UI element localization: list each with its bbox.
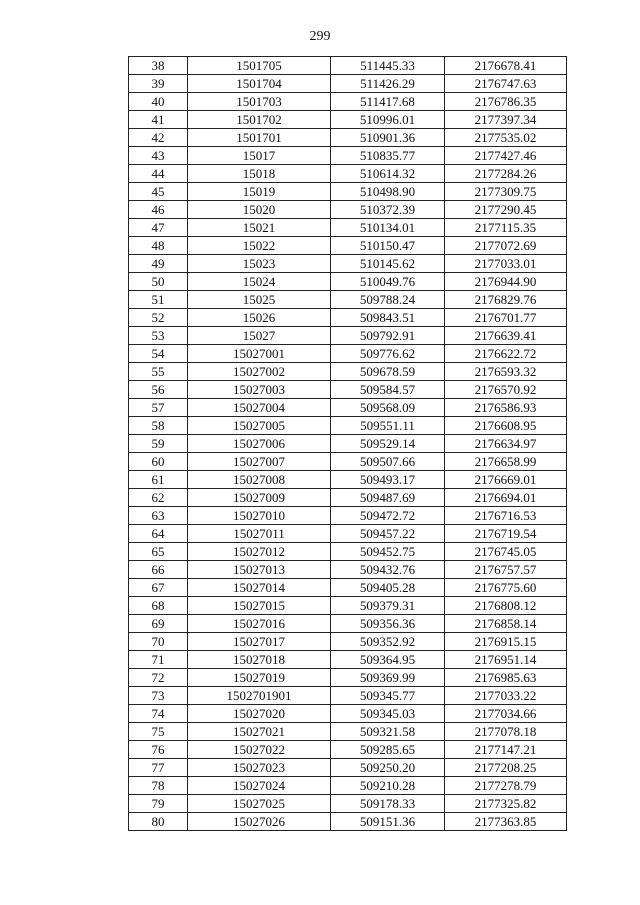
y-coordinate-cell: 2176639.41 <box>445 327 567 345</box>
point-number-cell: 64 <box>129 525 188 543</box>
y-coordinate-cell: 2177208.25 <box>445 759 567 777</box>
table-row <box>129 219 567 237</box>
point-id-cell: 15017 <box>188 147 331 165</box>
x-coordinate-cell: 510835.77 <box>331 147 445 165</box>
point-number-cell: 77 <box>129 759 188 777</box>
y-coordinate-cell: 2176678.41 <box>445 57 567 75</box>
x-coordinate-cell: 509345.03 <box>331 705 445 723</box>
point-id-cell: 1501704 <box>188 75 331 93</box>
y-coordinate-cell: 2176694.01 <box>445 489 567 507</box>
x-coordinate-cell: 509356.36 <box>331 615 445 633</box>
point-id-cell: 15027017 <box>188 633 331 651</box>
y-coordinate-cell: 2176634.97 <box>445 435 567 453</box>
x-coordinate-cell: 509379.31 <box>331 597 445 615</box>
x-coordinate-cell: 509250.20 <box>331 759 445 777</box>
point-number-cell: 52 <box>129 309 188 327</box>
point-number-cell: 47 <box>129 219 188 237</box>
table-row <box>129 669 567 687</box>
point-id-cell: 15027009 <box>188 489 331 507</box>
y-coordinate-cell: 2177535.02 <box>445 129 567 147</box>
point-id-cell: 15024 <box>188 273 331 291</box>
table-row <box>129 183 567 201</box>
point-number-cell: 50 <box>129 273 188 291</box>
y-coordinate-cell: 2177397.34 <box>445 111 567 129</box>
x-coordinate-cell: 509529.14 <box>331 435 445 453</box>
y-coordinate-cell: 2177278.79 <box>445 777 567 795</box>
point-id-cell: 15027019 <box>188 669 331 687</box>
y-coordinate-cell: 2176829.76 <box>445 291 567 309</box>
y-coordinate-cell: 2176944.90 <box>445 273 567 291</box>
point-number-cell: 65 <box>129 543 188 561</box>
point-number-cell: 79 <box>129 795 188 813</box>
table-row <box>129 723 567 741</box>
point-id-cell: 15027024 <box>188 777 331 795</box>
x-coordinate-cell: 509452.75 <box>331 543 445 561</box>
table-row <box>129 543 567 561</box>
point-id-cell: 15023 <box>188 255 331 273</box>
table-row <box>129 381 567 399</box>
y-coordinate-cell: 2176701.77 <box>445 309 567 327</box>
table-row <box>129 651 567 669</box>
point-number-cell: 72 <box>129 669 188 687</box>
table-row <box>129 147 567 165</box>
table-row <box>129 507 567 525</box>
point-number-cell: 51 <box>129 291 188 309</box>
point-number-cell: 43 <box>129 147 188 165</box>
point-number-cell: 42 <box>129 129 188 147</box>
table-row <box>129 129 567 147</box>
table-row <box>129 111 567 129</box>
point-id-cell: 15027012 <box>188 543 331 561</box>
x-coordinate-cell: 510614.32 <box>331 165 445 183</box>
point-id-cell: 15027005 <box>188 417 331 435</box>
table-row <box>129 399 567 417</box>
point-number-cell: 38 <box>129 57 188 75</box>
point-number-cell: 57 <box>129 399 188 417</box>
table-row <box>129 291 567 309</box>
point-number-cell: 67 <box>129 579 188 597</box>
y-coordinate-cell: 2176622.72 <box>445 345 567 363</box>
x-coordinate-cell: 509493.17 <box>331 471 445 489</box>
x-coordinate-cell: 510901.36 <box>331 129 445 147</box>
table-row <box>129 273 567 291</box>
x-coordinate-cell: 509843.51 <box>331 309 445 327</box>
point-id-cell: 15027010 <box>188 507 331 525</box>
x-coordinate-cell: 509678.59 <box>331 363 445 381</box>
table-row <box>129 93 567 111</box>
point-id-cell: 15027003 <box>188 381 331 399</box>
table-row <box>129 309 567 327</box>
x-coordinate-cell: 509178.33 <box>331 795 445 813</box>
point-number-cell: 66 <box>129 561 188 579</box>
table-row <box>129 57 567 75</box>
table-row <box>129 525 567 543</box>
x-coordinate-cell: 509405.28 <box>331 579 445 597</box>
point-id-cell: 15027023 <box>188 759 331 777</box>
x-coordinate-cell: 510049.76 <box>331 273 445 291</box>
point-number-cell: 39 <box>129 75 188 93</box>
table-row <box>129 201 567 219</box>
x-coordinate-cell: 509507.66 <box>331 453 445 471</box>
table-row <box>129 255 567 273</box>
point-id-cell: 15027014 <box>188 579 331 597</box>
point-number-cell: 55 <box>129 363 188 381</box>
point-id-cell: 15021 <box>188 219 331 237</box>
point-number-cell: 75 <box>129 723 188 741</box>
point-number-cell: 40 <box>129 93 188 111</box>
x-coordinate-cell: 509369.99 <box>331 669 445 687</box>
y-coordinate-cell: 2177115.35 <box>445 219 567 237</box>
y-coordinate-cell: 2176570.92 <box>445 381 567 399</box>
y-coordinate-cell: 2177325.82 <box>445 795 567 813</box>
point-id-cell: 15027001 <box>188 345 331 363</box>
y-coordinate-cell: 2176951.14 <box>445 651 567 669</box>
table-row <box>129 795 567 813</box>
table-row <box>129 435 567 453</box>
y-coordinate-cell: 2176745.05 <box>445 543 567 561</box>
x-coordinate-cell: 510996.01 <box>331 111 445 129</box>
y-coordinate-cell: 2177290.45 <box>445 201 567 219</box>
point-number-cell: 41 <box>129 111 188 129</box>
point-number-cell: 45 <box>129 183 188 201</box>
point-number-cell: 71 <box>129 651 188 669</box>
y-coordinate-cell: 2177072.69 <box>445 237 567 255</box>
table-row <box>129 813 567 831</box>
point-number-cell: 54 <box>129 345 188 363</box>
x-coordinate-cell: 509776.62 <box>331 345 445 363</box>
point-id-cell: 15027004 <box>188 399 331 417</box>
point-id-cell: 15018 <box>188 165 331 183</box>
table-row <box>129 453 567 471</box>
point-number-cell: 46 <box>129 201 188 219</box>
table-row <box>129 615 567 633</box>
point-number-cell: 56 <box>129 381 188 399</box>
x-coordinate-cell: 509345.77 <box>331 687 445 705</box>
x-coordinate-cell: 509792.91 <box>331 327 445 345</box>
point-number-cell: 49 <box>129 255 188 273</box>
y-coordinate-cell: 2176757.57 <box>445 561 567 579</box>
table-row <box>129 417 567 435</box>
page-number: 299 <box>309 29 331 44</box>
point-id-cell: 15022 <box>188 237 331 255</box>
point-id-cell: 15027025 <box>188 795 331 813</box>
point-id-cell: 15027016 <box>188 615 331 633</box>
y-coordinate-cell: 2176586.93 <box>445 399 567 417</box>
y-coordinate-cell: 2176719.54 <box>445 525 567 543</box>
x-coordinate-cell: 509432.76 <box>331 561 445 579</box>
y-coordinate-cell: 2176985.63 <box>445 669 567 687</box>
table-row <box>129 579 567 597</box>
y-coordinate-cell: 2176915.15 <box>445 633 567 651</box>
point-id-cell: 15027007 <box>188 453 331 471</box>
y-coordinate-cell: 2176658.99 <box>445 453 567 471</box>
point-id-cell: 15027008 <box>188 471 331 489</box>
x-coordinate-cell: 509285.65 <box>331 741 445 759</box>
point-number-cell: 59 <box>129 435 188 453</box>
point-id-cell: 15027018 <box>188 651 331 669</box>
table-row <box>129 471 567 489</box>
y-coordinate-cell: 2176786.35 <box>445 93 567 111</box>
point-id-cell: 1501702 <box>188 111 331 129</box>
table-row <box>129 489 567 507</box>
point-id-cell: 15027013 <box>188 561 331 579</box>
point-number-cell: 69 <box>129 615 188 633</box>
point-id-cell: 15027 <box>188 327 331 345</box>
point-id-cell: 15027026 <box>188 813 331 831</box>
point-id-cell: 15027021 <box>188 723 331 741</box>
y-coordinate-cell: 2177284.26 <box>445 165 567 183</box>
table-row <box>129 687 567 705</box>
x-coordinate-cell: 509457.22 <box>331 525 445 543</box>
point-number-cell: 58 <box>129 417 188 435</box>
y-coordinate-cell: 2176747.63 <box>445 75 567 93</box>
y-coordinate-cell: 2177033.22 <box>445 687 567 705</box>
point-number-cell: 68 <box>129 597 188 615</box>
point-number-cell: 78 <box>129 777 188 795</box>
point-number-cell: 70 <box>129 633 188 651</box>
y-coordinate-cell: 2177033.01 <box>445 255 567 273</box>
table-row <box>129 759 567 777</box>
table-row <box>129 741 567 759</box>
x-coordinate-cell: 509210.28 <box>331 777 445 795</box>
point-number-cell: 61 <box>129 471 188 489</box>
x-coordinate-cell: 509568.09 <box>331 399 445 417</box>
point-id-cell: 15027020 <box>188 705 331 723</box>
point-id-cell: 15027022 <box>188 741 331 759</box>
table-row <box>129 327 567 345</box>
x-coordinate-cell: 509352.92 <box>331 633 445 651</box>
y-coordinate-cell: 2177363.85 <box>445 813 567 831</box>
point-id-cell: 15025 <box>188 291 331 309</box>
point-number-cell: 76 <box>129 741 188 759</box>
x-coordinate-cell: 510145.62 <box>331 255 445 273</box>
point-number-cell: 80 <box>129 813 188 831</box>
x-coordinate-cell: 509551.11 <box>331 417 445 435</box>
y-coordinate-cell: 2176716.53 <box>445 507 567 525</box>
x-coordinate-cell: 511417.68 <box>331 93 445 111</box>
y-coordinate-cell: 2177078.18 <box>445 723 567 741</box>
table-row <box>129 633 567 651</box>
coordinates-table <box>128 56 567 831</box>
table-row <box>129 165 567 183</box>
table-row <box>129 363 567 381</box>
x-coordinate-cell: 510150.47 <box>331 237 445 255</box>
point-number-cell: 44 <box>129 165 188 183</box>
x-coordinate-cell: 510134.01 <box>331 219 445 237</box>
table-row <box>129 561 567 579</box>
x-coordinate-cell: 509364.95 <box>331 651 445 669</box>
point-id-cell: 15027002 <box>188 363 331 381</box>
table-row <box>129 75 567 93</box>
point-id-cell: 1502701901 <box>188 687 331 705</box>
y-coordinate-cell: 2177309.75 <box>445 183 567 201</box>
x-coordinate-cell: 509151.36 <box>331 813 445 831</box>
point-id-cell: 1501705 <box>188 57 331 75</box>
coordinates-table-body <box>129 57 567 831</box>
point-number-cell: 74 <box>129 705 188 723</box>
x-coordinate-cell: 511445.33 <box>331 57 445 75</box>
y-coordinate-cell: 2177427.46 <box>445 147 567 165</box>
point-number-cell: 60 <box>129 453 188 471</box>
point-id-cell: 1501703 <box>188 93 331 111</box>
y-coordinate-cell: 2176858.14 <box>445 615 567 633</box>
point-id-cell: 15027015 <box>188 597 331 615</box>
y-coordinate-cell: 2177034.66 <box>445 705 567 723</box>
table-row <box>129 345 567 363</box>
table-row <box>129 597 567 615</box>
y-coordinate-cell: 2176608.95 <box>445 417 567 435</box>
y-coordinate-cell: 2176775.60 <box>445 579 567 597</box>
point-id-cell: 15026 <box>188 309 331 327</box>
point-number-cell: 73 <box>129 687 188 705</box>
table-row <box>129 705 567 723</box>
point-number-cell: 53 <box>129 327 188 345</box>
x-coordinate-cell: 511426.29 <box>331 75 445 93</box>
x-coordinate-cell: 510498.90 <box>331 183 445 201</box>
point-number-cell: 63 <box>129 507 188 525</box>
x-coordinate-cell: 509584.57 <box>331 381 445 399</box>
point-id-cell: 15027011 <box>188 525 331 543</box>
x-coordinate-cell: 509472.72 <box>331 507 445 525</box>
y-coordinate-cell: 2176808.12 <box>445 597 567 615</box>
table-row <box>129 777 567 795</box>
x-coordinate-cell: 509788.24 <box>331 291 445 309</box>
point-id-cell: 1501701 <box>188 129 331 147</box>
x-coordinate-cell: 509321.58 <box>331 723 445 741</box>
y-coordinate-cell: 2176593.32 <box>445 363 567 381</box>
x-coordinate-cell: 509487.69 <box>331 489 445 507</box>
point-id-cell: 15027006 <box>188 435 331 453</box>
point-id-cell: 15019 <box>188 183 331 201</box>
y-coordinate-cell: 2177147.21 <box>445 741 567 759</box>
point-number-cell: 62 <box>129 489 188 507</box>
point-id-cell: 15020 <box>188 201 331 219</box>
point-number-cell: 48 <box>129 237 188 255</box>
table-row <box>129 237 567 255</box>
y-coordinate-cell: 2176669.01 <box>445 471 567 489</box>
x-coordinate-cell: 510372.39 <box>331 201 445 219</box>
